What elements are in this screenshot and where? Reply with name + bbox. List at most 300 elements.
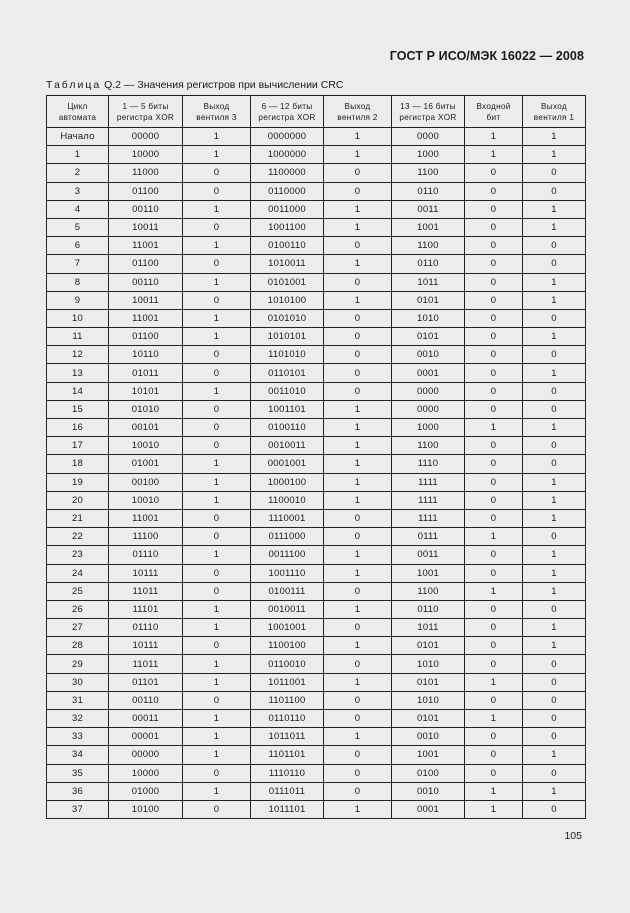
column-header-line: вентиля 2 (337, 112, 378, 122)
table-cell: 0 (465, 473, 523, 491)
table-row (47, 637, 586, 655)
table-cell: 0 (183, 218, 251, 236)
table-cell: 1 (183, 619, 251, 637)
table-cell: 0 (183, 528, 251, 546)
table-cell: 6 (47, 237, 109, 255)
table-cell: 00000 (109, 128, 183, 146)
table-cell: 1 (324, 255, 392, 273)
table-cell: 0 (465, 637, 523, 655)
table-cell: 31 (47, 691, 109, 709)
table-cell: 0 (183, 509, 251, 527)
table-cell: 0 (523, 655, 586, 673)
table-row (47, 509, 586, 527)
table-cell: 4 (47, 200, 109, 218)
table-row (47, 128, 586, 146)
table-row (47, 782, 586, 800)
table-cell: 1 (465, 528, 523, 546)
table-cell: 01011 (109, 364, 183, 382)
table-cell: 01100 (109, 255, 183, 273)
table-cell: 16 (47, 419, 109, 437)
column-header-line: Выход (344, 101, 371, 111)
table-cell: 27 (47, 619, 109, 637)
table-cell: 0010011 (251, 600, 324, 618)
column-header (109, 96, 183, 128)
table-cell: 0 (523, 309, 586, 327)
table-cell: 0 (465, 291, 523, 309)
table-cell: 11000 (109, 164, 183, 182)
table-cell: 0 (324, 382, 392, 400)
table-cell: 1 (523, 291, 586, 309)
table-cell: 1 (324, 564, 392, 582)
table-cell: 0 (465, 509, 523, 527)
table-cell: 1 (183, 328, 251, 346)
table-cell: 0 (523, 346, 586, 364)
table-row (47, 564, 586, 582)
table-cell: 0000 (392, 128, 465, 146)
table-cell: 1 (465, 419, 523, 437)
table-cell: 1 (324, 437, 392, 455)
table-cell: 1 (183, 382, 251, 400)
table-cell: 0 (324, 582, 392, 600)
table-cell: 0111000 (251, 528, 324, 546)
table-row (47, 146, 586, 164)
table-cell: 10011 (109, 291, 183, 309)
table-cell: 1 (523, 491, 586, 509)
table-row (47, 400, 586, 418)
table-cell: 0 (183, 291, 251, 309)
table-row (47, 237, 586, 255)
table-cell: 0 (523, 382, 586, 400)
column-header (251, 96, 324, 128)
column-header-line: 1 — 5 биты (122, 101, 169, 111)
table-cell: 0 (523, 528, 586, 546)
table-cell: 0 (324, 309, 392, 327)
table-cell: 1 (324, 200, 392, 218)
table-cell: 1010100 (251, 291, 324, 309)
table-cell: 0101010 (251, 309, 324, 327)
table-cell: 0 (465, 437, 523, 455)
table-row (47, 800, 586, 818)
table-cell: 0 (324, 509, 392, 527)
table-row (47, 328, 586, 346)
table-cell: 0 (465, 400, 523, 418)
table-cell: 1111 (392, 491, 465, 509)
table-cell: 0 (523, 600, 586, 618)
table-cell: 01100 (109, 328, 183, 346)
table-row (47, 746, 586, 764)
table-cell: 0100110 (251, 237, 324, 255)
column-header-line: регистра XOR (399, 112, 457, 122)
table-cell: 1 (465, 582, 523, 600)
table-cell: 0 (523, 400, 586, 418)
table-row (47, 473, 586, 491)
table-cell: 00100 (109, 473, 183, 491)
table-cell: 0101 (392, 637, 465, 655)
table-cell: 0 (465, 328, 523, 346)
table-cell: 26 (47, 600, 109, 618)
column-header-line: Входной (476, 101, 511, 111)
table-cell: 0 (523, 691, 586, 709)
table-cell: 0 (465, 655, 523, 673)
table-cell: 0 (465, 764, 523, 782)
table-cell: 0 (523, 710, 586, 728)
table-cell: 0010 (392, 346, 465, 364)
table-cell: 0 (465, 164, 523, 182)
table-cell: 1 (523, 473, 586, 491)
table-cell: 1100000 (251, 164, 324, 182)
table-cell: 0 (324, 655, 392, 673)
table-row (47, 491, 586, 509)
page-title: ГОСТ Р ИСО/МЭК 16022 — 2008 (389, 49, 584, 63)
table-cell: 0 (465, 273, 523, 291)
table-cell: 1110110 (251, 764, 324, 782)
table-cell: 24 (47, 564, 109, 582)
table-row (47, 364, 586, 382)
table-row (47, 673, 586, 691)
table-cell: 1111 (392, 509, 465, 527)
table-cell: 32 (47, 710, 109, 728)
table-row (47, 710, 586, 728)
table-cell: 1101100 (251, 691, 324, 709)
table-cell: 0 (465, 455, 523, 473)
table-cell: 0 (523, 164, 586, 182)
table-row (47, 655, 586, 673)
table-cell: 0 (324, 764, 392, 782)
table-cell: 11011 (109, 655, 183, 673)
table-cell: 1100 (392, 437, 465, 455)
table-cell: 25 (47, 582, 109, 600)
table-cell: 33 (47, 728, 109, 746)
table-cell: 0 (465, 546, 523, 564)
table-row (47, 764, 586, 782)
table-cell: 37 (47, 800, 109, 818)
table-cell: 1 (324, 491, 392, 509)
table-cell: 23 (47, 546, 109, 564)
table-cell: 10100 (109, 800, 183, 818)
table-cell: 1 (183, 491, 251, 509)
table-cell: 1 (523, 509, 586, 527)
table-cell: 1 (465, 710, 523, 728)
table-row (47, 691, 586, 709)
table-cell: 0 (465, 364, 523, 382)
table-cell: 0 (183, 637, 251, 655)
table-row (47, 218, 586, 236)
column-header (183, 96, 251, 128)
table-cell: 0 (183, 419, 251, 437)
table-cell: 0101 (392, 673, 465, 691)
table-cell: 1010 (392, 691, 465, 709)
table-row (47, 200, 586, 218)
table-cell: 17 (47, 437, 109, 455)
table-row (47, 182, 586, 200)
column-header-line: автомата (58, 112, 97, 122)
table-cell: 00101 (109, 419, 183, 437)
table-cell: 0100111 (251, 582, 324, 600)
table-cell: 1 (523, 328, 586, 346)
table-cell: 0 (523, 673, 586, 691)
table-cell: 18 (47, 455, 109, 473)
column-header-line: регистра XOR (258, 112, 316, 122)
table-cell: 0101 (392, 291, 465, 309)
table-cell: 1010101 (251, 328, 324, 346)
table-cell: 13 (47, 364, 109, 382)
table-cell: 0 (183, 691, 251, 709)
table-cell: 0010 (392, 782, 465, 800)
table-cell: 19 (47, 473, 109, 491)
table-cell: 1 (183, 600, 251, 618)
table-cell: 1 (523, 564, 586, 582)
table-cell: 10000 (109, 146, 183, 164)
table-cell: 1 (183, 455, 251, 473)
column-header-line: 13 — 16 биты (400, 101, 456, 111)
table-cell: 1 (324, 291, 392, 309)
table-cell: 1 (523, 546, 586, 564)
table-cell: 00011 (109, 710, 183, 728)
table-cell: 01010 (109, 400, 183, 418)
table-cell: 0 (465, 346, 523, 364)
table-cell: 0110 (392, 600, 465, 618)
table-row (47, 455, 586, 473)
table-cell: 1110001 (251, 509, 324, 527)
table-cell: 1 (324, 128, 392, 146)
table-cell: 1 (324, 218, 392, 236)
table-row (47, 582, 586, 600)
table-cell: 0 (183, 400, 251, 418)
table-cell: 1100 (392, 582, 465, 600)
table-cell: 0011 (392, 546, 465, 564)
table-cell: 0011010 (251, 382, 324, 400)
table-cell: 30 (47, 673, 109, 691)
table-cell: 1 (523, 273, 586, 291)
table-cell: 00110 (109, 273, 183, 291)
table-cell: 11011 (109, 582, 183, 600)
table-cell: 1 (47, 146, 109, 164)
table-cell: 0100110 (251, 419, 324, 437)
table-cell: 1 (465, 146, 523, 164)
table-cell: 0110 (392, 182, 465, 200)
table-cell: 0 (183, 764, 251, 782)
table-cell: 1 (523, 637, 586, 655)
table-cell: 10111 (109, 564, 183, 582)
table-cell: 1000000 (251, 146, 324, 164)
table-row (47, 619, 586, 637)
table-cell: 1 (183, 782, 251, 800)
table-cell: 0 (465, 691, 523, 709)
table-cell: 11 (47, 328, 109, 346)
table-cell: 01101 (109, 673, 183, 691)
table-row (47, 419, 586, 437)
table-cell: 10111 (109, 637, 183, 655)
table-cell: 0110101 (251, 364, 324, 382)
table-cell: 29 (47, 655, 109, 673)
column-header-line: вентиля 1 (533, 112, 575, 122)
table-cell: 36 (47, 782, 109, 800)
table-cell: 0 (324, 619, 392, 637)
table-cell: 1 (324, 546, 392, 564)
table-row (47, 728, 586, 746)
table-cell: 1010011 (251, 255, 324, 273)
table-cell: 2 (47, 164, 109, 182)
table-cell: 01110 (109, 619, 183, 637)
table-cell: 1 (183, 546, 251, 564)
table-cell: 7 (47, 255, 109, 273)
column-header (523, 96, 586, 128)
table-cell: 1 (183, 146, 251, 164)
table-cell: 20 (47, 491, 109, 509)
table-cell: 1 (465, 800, 523, 818)
table-cell: 1001 (392, 746, 465, 764)
table-row (47, 546, 586, 564)
table-cell: 1000100 (251, 473, 324, 491)
table-cell: 1011011 (251, 728, 324, 746)
table-cell: 1 (324, 673, 392, 691)
table-cell: 1 (523, 582, 586, 600)
table-cell: 14 (47, 382, 109, 400)
table-cell: 00001 (109, 728, 183, 746)
table-cell: 0010011 (251, 437, 324, 455)
table-cell: 1 (183, 309, 251, 327)
table-cell: 1100 (392, 237, 465, 255)
table-cell: 0101 (392, 710, 465, 728)
table-cell: 10101 (109, 382, 183, 400)
table-cell: 10010 (109, 437, 183, 455)
table-cell: 1001101 (251, 400, 324, 418)
caption-lead: Таблица (46, 79, 102, 91)
table-cell: 1 (324, 637, 392, 655)
table-header-row (47, 96, 586, 128)
table-cell: 0 (183, 164, 251, 182)
table-cell: 0011000 (251, 200, 324, 218)
table-cell: 0 (324, 237, 392, 255)
table-cell: 1110 (392, 455, 465, 473)
table-cell: 10110 (109, 346, 183, 364)
table-cell: 1 (523, 619, 586, 637)
table-cell: 0 (324, 164, 392, 182)
table-cell: 0 (324, 182, 392, 200)
table-cell: 1100100 (251, 637, 324, 655)
table-cell: 0 (523, 437, 586, 455)
table-cell: 1100010 (251, 491, 324, 509)
table-cell: 0 (465, 200, 523, 218)
table-cell: 1 (523, 128, 586, 146)
table-cell: 9 (47, 291, 109, 309)
table-row (47, 528, 586, 546)
table-cell: 1101010 (251, 346, 324, 364)
table-cell: 0101 (392, 328, 465, 346)
column-header (324, 96, 392, 128)
table-row (47, 382, 586, 400)
table-cell: 0 (523, 800, 586, 818)
table-cell: 0 (465, 382, 523, 400)
table-cell: 01100 (109, 182, 183, 200)
table-cell: 01110 (109, 546, 183, 564)
table-row (47, 255, 586, 273)
table-cell: 0001001 (251, 455, 324, 473)
column-header (47, 96, 109, 128)
table-cell: 0 (183, 182, 251, 200)
table-cell: 0 (523, 237, 586, 255)
table-cell: 11100 (109, 528, 183, 546)
table-cell: 0001 (392, 800, 465, 818)
table-cell: 0101001 (251, 273, 324, 291)
table-cell: 1 (523, 364, 586, 382)
table-cell: 00110 (109, 200, 183, 218)
table-cell: 1 (183, 273, 251, 291)
table-cell: 1001 (392, 564, 465, 582)
table-cell: 12 (47, 346, 109, 364)
table-cell: 1 (324, 800, 392, 818)
table-cell: 8 (47, 273, 109, 291)
table-cell: 22 (47, 528, 109, 546)
table-cell: 1 (324, 728, 392, 746)
table-cell: 1011001 (251, 673, 324, 691)
table-cell: 0111 (392, 528, 465, 546)
column-header-line: Выход (541, 101, 567, 111)
table-cell: 11001 (109, 509, 183, 527)
table-cell: 34 (47, 746, 109, 764)
table-cell: 1 (183, 728, 251, 746)
table-cell: 1001110 (251, 564, 324, 582)
table-cell: 0 (465, 255, 523, 273)
table-cell: 1 (324, 419, 392, 437)
table-cell: 0001 (392, 364, 465, 382)
table-cell: 0 (183, 364, 251, 382)
table-cell: 0 (465, 491, 523, 509)
table-cell: 1 (183, 746, 251, 764)
table-cell: 0 (183, 564, 251, 582)
table-cell: 1011 (392, 619, 465, 637)
table-cell: 0 (183, 800, 251, 818)
table-cell: 1011 (392, 273, 465, 291)
table-cell: 1 (523, 782, 586, 800)
table-cell: 10 (47, 309, 109, 327)
table-cell: 01001 (109, 455, 183, 473)
table-row (47, 273, 586, 291)
table-cell: 1 (523, 200, 586, 218)
table-cell: 0 (465, 728, 523, 746)
table-cell: 10000 (109, 764, 183, 782)
table-row (47, 291, 586, 309)
table-cell: 01000 (109, 782, 183, 800)
table-caption (46, 79, 343, 91)
table-cell: 0 (324, 782, 392, 800)
table-cell: 1011101 (251, 800, 324, 818)
table-cell: 1101101 (251, 746, 324, 764)
column-header-line: регистра XOR (116, 112, 175, 122)
table-cell: 0100 (392, 764, 465, 782)
table-cell: 1 (183, 473, 251, 491)
table-cell: 0 (324, 346, 392, 364)
table-cell: 0 (465, 619, 523, 637)
table-cell: 0110110 (251, 710, 324, 728)
table-cell: 0110000 (251, 182, 324, 200)
table-cell: 0 (183, 582, 251, 600)
table-cell: 5 (47, 218, 109, 236)
table-cell: 0 (523, 728, 586, 746)
table-cell: 1 (465, 782, 523, 800)
table-cell: 0110010 (251, 655, 324, 673)
table-cell: 15 (47, 400, 109, 418)
table-cell: 3 (47, 182, 109, 200)
table-cell: 0111011 (251, 782, 324, 800)
table-cell: 1 (523, 218, 586, 236)
table-cell: 0110 (392, 255, 465, 273)
table-cell: 0 (465, 564, 523, 582)
crc-register-table (46, 95, 586, 819)
column-header (392, 96, 465, 128)
table-cell: 1 (183, 673, 251, 691)
table-cell: 1000 (392, 146, 465, 164)
